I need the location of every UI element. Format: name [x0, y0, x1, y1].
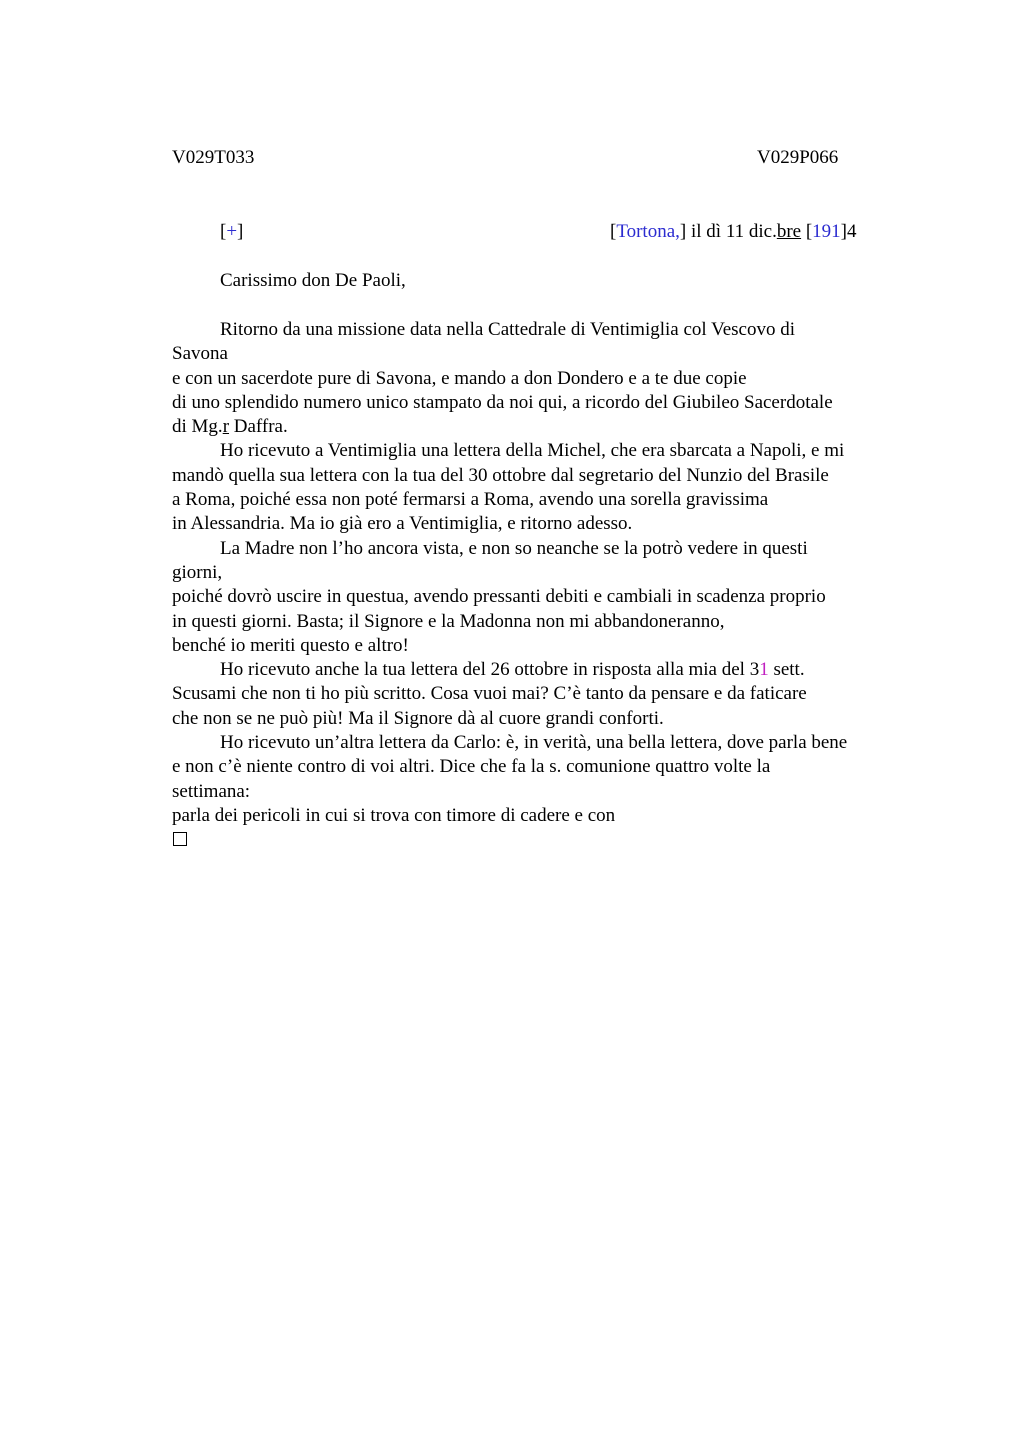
corrected-digit: 1	[759, 659, 769, 681]
empty-box-icon	[173, 832, 187, 846]
body-line: giorni,	[172, 561, 223, 583]
body-line: parla dei pericoli in cui si trova con timore di cadere e con	[172, 804, 616, 826]
body-line: Savona	[172, 343, 228, 365]
cross-heading	[220, 221, 243, 243]
dateline	[610, 221, 857, 243]
superscript-abbrev: r	[222, 416, 230, 438]
place-name: Tortona,	[616, 221, 680, 242]
continuation-marker	[172, 828, 912, 852]
year-supplied: 191	[812, 221, 841, 242]
month-suffix: bre	[776, 221, 802, 242]
body-line: in questi giorni. Basta; il Signore e la Madonna non mi abbandoneranno,	[172, 610, 725, 632]
body-line: Ritorno da una missione data nella Cattedrale di Ventimiglia col Vescovo di	[220, 319, 795, 340]
year-digit: 4	[847, 221, 857, 242]
text-fragment: di Mg.	[172, 416, 223, 438]
body-line: e con un sacerdote pure di Savona, e mando a don Dondero e a te due copie	[172, 367, 747, 389]
bracket-close: ]	[237, 221, 244, 242]
body-line: benché io meriti questo e altro!	[172, 634, 409, 656]
text-fragment: Daffra.	[229, 416, 288, 438]
text-fragment: Ho ricevuto anche la tua lettera del 26 ottobre in risposta alla mia del 3	[220, 659, 760, 681]
body-line: che non se ne può più! Ma il Signore dà al cuore grandi conforti.	[172, 707, 664, 729]
body-line: e non c’è niente contro di voi altri. Dice che fa la s. comunione quattro volte la	[172, 756, 771, 778]
body-line: Scusami che non ti ho più scritto. Cosa vuoi mai? C’è tanto da pensare e da faticare	[172, 683, 807, 705]
body-line: in Alessandria. Ma io già ero a Ventimiglia, e ritorno adesso.	[172, 513, 633, 535]
place-bracket-open: [	[610, 221, 617, 242]
year-bracket-open: [	[805, 221, 813, 242]
page-code-right: V029P066	[757, 147, 839, 168]
body-line: settimana:	[172, 780, 251, 802]
body-line: La Madre non l’ho ancora vista, e non so neanche se la potrò vedere in questi	[220, 537, 808, 559]
year-bracket-close: ]	[840, 221, 847, 242]
body-line: poiché dovrò uscire in questua, avendo pressanti debiti e cambiali in scadenza proprio	[172, 586, 826, 608]
body-line: Ho ricevuto a Ventimiglia una lettera della Michel, che era sbarcata a Napoli, e mi	[220, 440, 845, 462]
body-line: mandò quella sua lettera con la tua del 30 ottobre dal segretario del Nunzio del Brasile	[172, 464, 829, 486]
document-code-left: V029T033	[172, 147, 255, 168]
body-line	[172, 658, 912, 682]
body-line: Ho ricevuto un’altra lettera da Carlo: è, in verità, una bella lettera, dove parla bene	[220, 732, 848, 754]
body-line	[172, 415, 912, 439]
bracket-open: [	[220, 221, 227, 242]
body-line: di uno splendido numero unico stampato da noi qui, a ricordo del Giubileo Sacerdotale	[172, 391, 833, 413]
text-fragment: sett.	[768, 659, 805, 681]
date-text: ] il dì 11 dic.	[679, 221, 777, 242]
cross-symbol: +	[226, 221, 238, 242]
greeting: Carissimo don De Paoli,	[220, 270, 406, 291]
body-line: a Roma, poiché essa non poté fermarsi a Roma, avendo una sorella gravissima	[172, 489, 769, 511]
letter-body	[172, 318, 912, 853]
